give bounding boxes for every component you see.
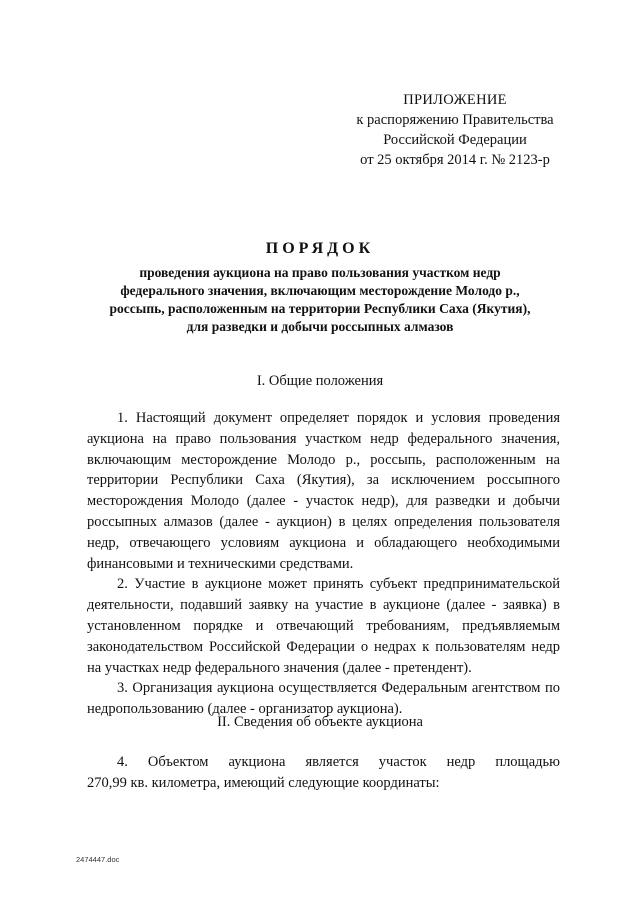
appendix-date-number: от 25 октября 2014 г. № 2123-р bbox=[360, 152, 550, 168]
section-heading-object: II. Сведения об объекте аукциона bbox=[217, 714, 423, 730]
section-object-body bbox=[87, 752, 560, 794]
document-subtitle bbox=[60, 264, 580, 336]
paragraph-4-line-1: 4. Объектом аукциона является участок недр площадью bbox=[117, 754, 560, 770]
paragraph-1: 1. Настоящий документ определяет порядок и условия проведения аукциона на право пользования участком недр федерального значения, включающим месторождение Молодо р., россыпь, расположенным на территории Республики Саха (Якутия), за исключением россыпного месторождения Молодо (далее - участок недр), для разведки и добычи россыпных алмазов (далее - аукцион) в целях определения пользователя недр, отвечающего условиям аукциона и обладающего необходимыми финансовыми и техническими средствами. bbox=[87, 410, 560, 572]
appendix-block bbox=[340, 90, 570, 170]
appendix-heading: ПРИЛОЖЕНИЕ bbox=[403, 92, 507, 108]
subtitle-line: федерального значения, включающим месторождение Молодо р., bbox=[120, 283, 520, 298]
section-heading-general: I. Общие положения bbox=[256, 373, 384, 389]
section-general-body bbox=[87, 408, 560, 720]
paragraph-2: 2. Участие в аукционе может принять субъект предпринимательской деятельности, подавший заявку на участие в аукционе (далее - заявка) в установленном порядке и отвечающий требованиям, предъявляемым законодательством Российской Федерации о недрах к пользователям недр на участках недр федерального значения (далее - претендент). bbox=[87, 576, 560, 676]
subtitle-line: россыпь, расположенным на территории Республики Саха (Якутия), bbox=[109, 301, 531, 316]
subtitle-line: проведения аукциона на право пользования участком недр bbox=[139, 265, 501, 280]
appendix-line: к распоряжению Правительства bbox=[356, 112, 554, 128]
paragraph-3: 3. Организация аукциона осуществляется Федеральным агентством по недропользованию (далее - организатор аукциона). bbox=[87, 680, 560, 718]
file-name-footer: 2474447.doc bbox=[76, 855, 120, 864]
document-title: ПОРЯДОК bbox=[265, 240, 375, 257]
appendix-line: Российской Федерации bbox=[383, 132, 527, 148]
paragraph-4-line-2: 270,99 кв. километра, имеющий следующие координаты: bbox=[87, 774, 440, 791]
subtitle-line: для разведки и добычи россыпных алмазов bbox=[186, 319, 454, 334]
